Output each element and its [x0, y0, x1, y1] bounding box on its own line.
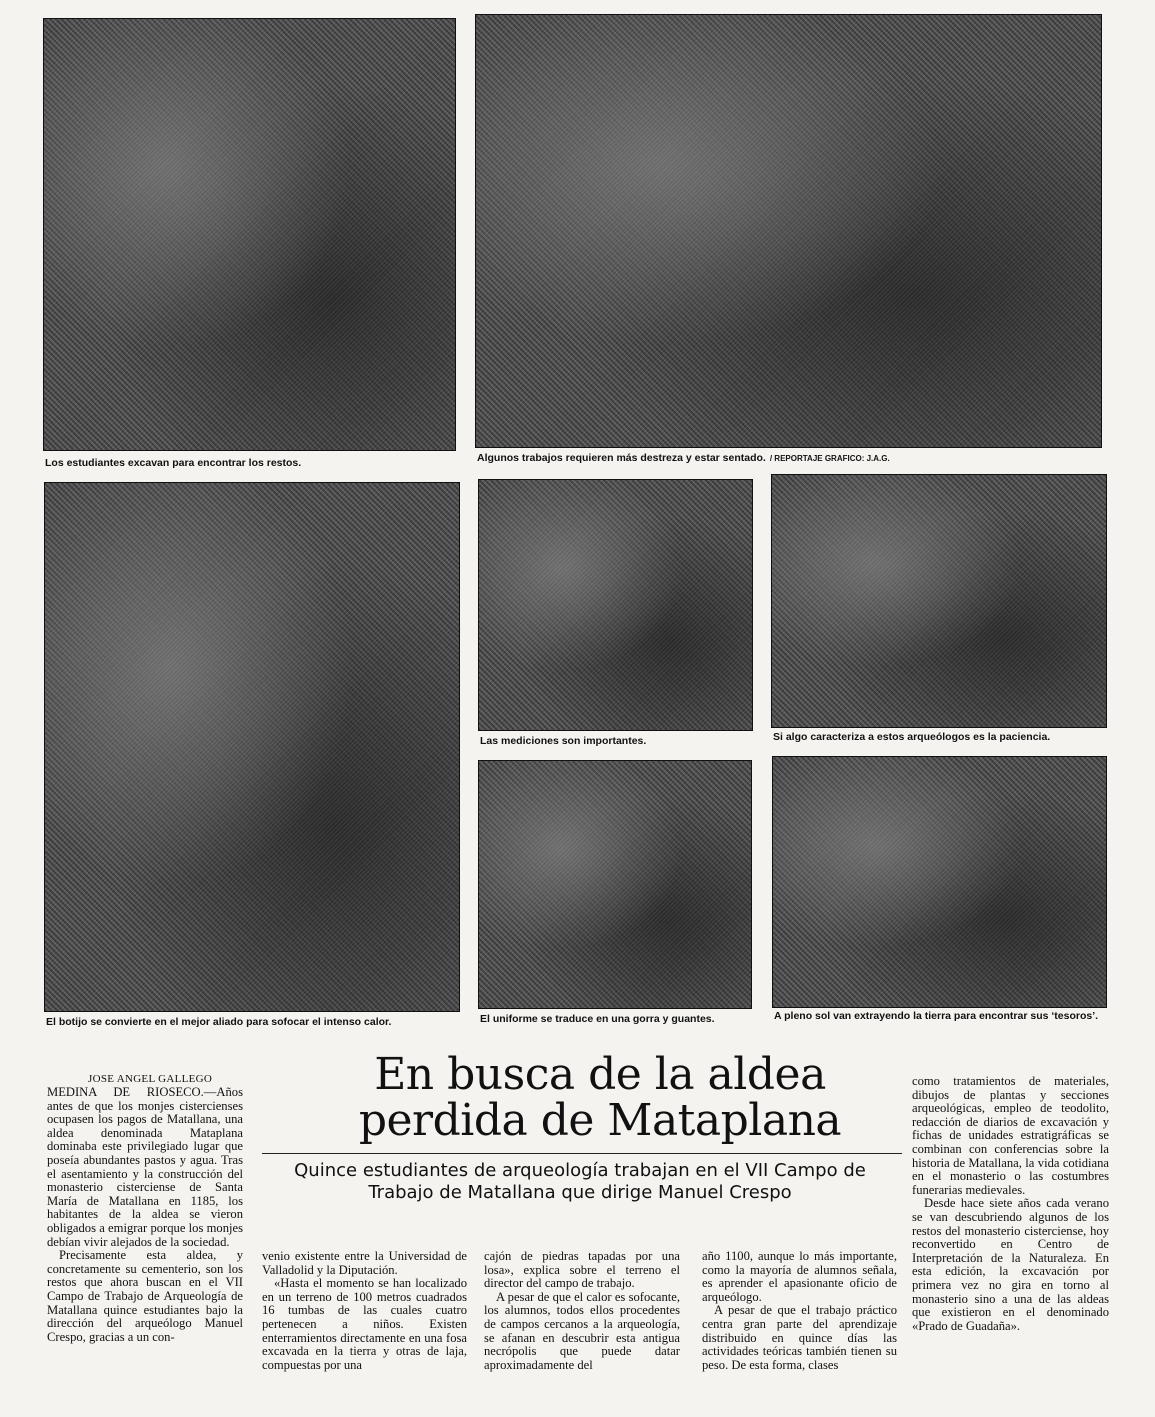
column-5-paragraph-1: como tratamientos de materiales, dibujos de plantas y secciones arqueológicas, empleo de teodolito, redacción de diarios de excavación y fichas de unidades estratigráficas se combinan con conferencias sobre la historia de Matallana, la vida cotidiana en el monasterio o las costumbres funerarias medievales.: [912, 1074, 1109, 1197]
caption-seated-work: Algunos trabajos requieren más destreza y estar sentado. / REPORTAJE GRAFICO: J.A.G.: [477, 452, 890, 464]
photo-uniform: [478, 760, 752, 1009]
column-4-paragraph-2: A pesar de que el trabajo práctico centra gran parte del aprendizaje distribuido en quince días las actividades teóricas también tienen su peso. De esta forma, clases: [702, 1303, 897, 1372]
column-4-paragraph-1: año 1100, aunque lo más importante, como la mayoría de alumnos señala, es aprender el apasionante oficio de arqueólogo.: [702, 1249, 897, 1304]
photo-measurements: [478, 479, 753, 731]
photo-botijo: [44, 482, 460, 1012]
photo-patience: [771, 474, 1107, 728]
column-2-paragraph-2: «Hasta el momento se han localizado en un terreno de 100 metros cuadrados 16 tumbas de las cuales cuatro pertenecen a niños. Existen enterramientos directamente en una fosa excavada en la tierra y otras de laja, compuestas por una: [262, 1276, 467, 1372]
caption-measurements: Las mediciones son importantes.: [480, 735, 647, 747]
article-subhead: Quince estudiantes de arqueología trabajan en el VII Campo de Trabajo de Matallana que dirige Manuel Crespo: [294, 1160, 866, 1203]
column-5-paragraph-2: Desde hace siete años cada verano se van descubriendo algunos de los restos del monasterio cisterciense, hoy reconvertido en Centro de Interpretación de la Naturaleza. En esta edición, la excavación por primera vez no gira en torno al monasterio sino a una de las aldeas que existieron en el denominado «Prado de Guadaña».: [912, 1196, 1109, 1333]
caption-uniform: El uniforme se traduce en una gorra y guantes.: [480, 1013, 715, 1025]
photo-seated-work: [475, 14, 1102, 448]
caption-full-sun: A pleno sol van extrayendo la tierra para encontrar sus ‘tesoros’.: [774, 1010, 1099, 1022]
caption-patience: Si algo caracteriza a estos arqueólogos es la paciencia.: [773, 731, 1051, 743]
article-column-1: [47, 1086, 243, 1344]
lead-paragraph-2: Precisamente esta aldea, y concretamente su cementerio, son los restos que ahora buscan en el VII Campo de Trabajo de Arqueología de Matallana quince estudiantes bajo la dirección del arqueólogo Manuel Crespo, gracias a un con-: [47, 1248, 243, 1344]
photo-full-sun: [772, 756, 1107, 1008]
caption-students-excavating: Los estudiantes excavan para encontrar los restos.: [45, 457, 302, 469]
article-headline: En busca de la aldea perdida de Mataplana: [358, 1049, 842, 1146]
headline-rule: [262, 1153, 902, 1154]
article-column-2: [262, 1250, 467, 1372]
column-3-paragraph-1: cajón de piedras tapadas por una losa», explica sobre el terreno el director del campo de trabajo.: [484, 1249, 680, 1291]
column-2-paragraph-1: venio existente entre la Universidad de Valladolid y la Diputación.: [262, 1249, 467, 1277]
column-3-paragraph-2: A pesar de que el calor es sofocante, los alumnos, todos ellos procedentes de campos cercanos a la arqueología, se afanan en descubrir esta antigua necrópolis que puede datar aproximadamente del: [484, 1289, 680, 1372]
lead-paragraph-1: MEDINA DE RIOSECO.—Años antes de que los monjes cistercienses ocupasen los pagos de Matallana, una aldea denominada Mataplana dominaba este privilegiado lugar que poseía abundantes pastos y agua. Tras el asentamiento y la construcción del monasterio cisterciense de Santa María de Matallana en 1185, los habitantes de la aldea se vieron obligados a emigrar porque los monjes debían vivir alejados de la sociedad.: [47, 1085, 243, 1249]
byline: JOSE ANGEL GALLEGO: [88, 1073, 213, 1085]
photo-credit: / REPORTAJE GRAFICO: J.A.G.: [769, 454, 890, 463]
photo-students-excavating: [43, 18, 456, 451]
article-column-3: [484, 1250, 680, 1372]
caption-botijo: El botijo se convierte en el mejor aliado para sofocar el intenso calor.: [46, 1016, 392, 1028]
article-column-4: [702, 1250, 897, 1372]
article-column-5: [912, 1075, 1109, 1333]
